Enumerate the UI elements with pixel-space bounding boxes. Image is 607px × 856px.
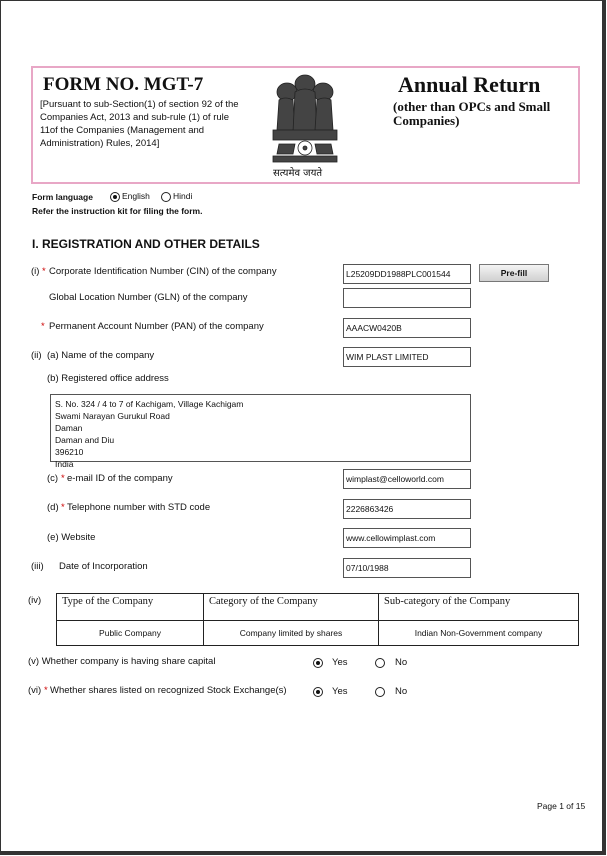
table-header-row bbox=[57, 594, 579, 621]
company-subcategory-cell[interactable]: Indian Non-Government company bbox=[379, 621, 579, 646]
company-category-cell[interactable]: Company limited by shares bbox=[204, 621, 379, 646]
share-capital-no-radio[interactable] bbox=[375, 658, 385, 668]
listed-yes-label: Yes bbox=[332, 686, 348, 697]
required-marker: * bbox=[61, 502, 65, 513]
listed-no-label: No bbox=[395, 686, 408, 697]
phone-item-number: (d) bbox=[47, 502, 59, 513]
table-row bbox=[57, 621, 579, 646]
company-name-label: (a) Name of the company bbox=[47, 350, 155, 361]
cin-field[interactable]: L25209DD1988PLC001544 bbox=[343, 264, 471, 284]
share-capital-label: (v) Whether company is having share capital bbox=[28, 656, 216, 667]
listed-label: Whether shares listed on recognized Stock Exchange(s) bbox=[50, 685, 287, 696]
form-title: Annual Return bbox=[398, 72, 541, 97]
item-i-number: (i) bbox=[31, 266, 40, 277]
required-marker: * bbox=[42, 266, 46, 277]
form-number: FORM NO. MGT-7 bbox=[43, 74, 204, 95]
section-title: I. REGISTRATION AND OTHER DETAILS bbox=[32, 237, 260, 251]
language-english-label: English bbox=[122, 191, 150, 201]
listed-yes-radio[interactable] bbox=[313, 687, 323, 697]
instruction-note: Refer the instruction kit for filing the form. bbox=[32, 206, 203, 216]
item-vi-number: (vi) bbox=[28, 685, 42, 696]
email-item-number: (c) bbox=[47, 473, 59, 484]
gln-label: Global Location Number (GLN) of the company bbox=[49, 292, 248, 303]
national-emblem-icon bbox=[265, 70, 345, 180]
required-marker: * bbox=[61, 473, 65, 484]
table-header-cell: Type of the Company bbox=[57, 594, 204, 621]
company-type-cell[interactable]: Public Company bbox=[57, 621, 204, 646]
pan-label: Permanent Account Number (PAN) of the company bbox=[49, 321, 264, 332]
cin-label: Corporate Identification Number (CIN) of the company bbox=[49, 266, 277, 277]
address-field[interactable]: S. No. 324 / 4 to 7 of Kachigam, Village Kachigam Swami Narayan Gurukul Road Daman Daman and Diu 396210 India bbox=[50, 394, 471, 462]
item-iii-number: (iii) bbox=[31, 561, 44, 572]
item-iv-number: (iv) bbox=[28, 595, 42, 606]
email-label: e-mail ID of the company bbox=[67, 473, 173, 484]
phone-field[interactable]: 2226863426 bbox=[343, 499, 471, 519]
form-legal-reference: [Pursuant to sub-Section(1) of section 92 of the Companies Act, 2013 and sub-rule (1) of rule 11of the Companies (Management and Administration) Rules, 2014] bbox=[40, 99, 239, 149]
form-subtitle: (other than OPCs and Small Companies) bbox=[393, 99, 551, 128]
page-number: Page 1 of 15 bbox=[537, 801, 586, 811]
incorporation-date-field[interactable]: 07/10/1988 bbox=[343, 558, 471, 578]
form-header bbox=[31, 66, 580, 184]
incorporation-date-label: Date of Incorporation bbox=[59, 561, 148, 572]
prefill-button[interactable]: Pre-fill bbox=[479, 264, 549, 282]
share-capital-yes-radio[interactable] bbox=[313, 658, 323, 668]
listed-no-radio[interactable] bbox=[375, 687, 385, 697]
pan-field[interactable]: AAACW0420B bbox=[343, 318, 471, 338]
address-label: (b) Registered office address bbox=[47, 373, 169, 384]
share-capital-yes-label: Yes bbox=[332, 657, 348, 668]
required-marker: * bbox=[41, 321, 45, 332]
table-header-cell: Sub-category of the Company bbox=[379, 594, 579, 621]
phone-label: Telephone number with STD code bbox=[67, 502, 211, 513]
website-label: (e) Website bbox=[47, 532, 96, 543]
form-language-label: Form language bbox=[32, 192, 93, 202]
language-hindi-label: Hindi bbox=[173, 191, 193, 201]
language-hindi-radio[interactable] bbox=[161, 192, 171, 202]
gln-field[interactable] bbox=[343, 288, 471, 308]
emblem-motto: सत्यमेव जयते bbox=[273, 168, 323, 179]
language-english-radio[interactable] bbox=[110, 192, 120, 202]
email-field[interactable]: wimplast@celloworld.com bbox=[343, 469, 471, 489]
item-ii-number: (ii) bbox=[31, 350, 42, 361]
table-header-cell: Category of the Company bbox=[204, 594, 379, 621]
website-field[interactable]: www.cellowimplast.com bbox=[343, 528, 471, 548]
company-type-table bbox=[56, 593, 579, 646]
share-capital-no-label: No bbox=[395, 657, 408, 668]
required-marker: * bbox=[44, 685, 48, 696]
company-name-field[interactable]: WIM PLAST LIMITED bbox=[343, 347, 471, 367]
